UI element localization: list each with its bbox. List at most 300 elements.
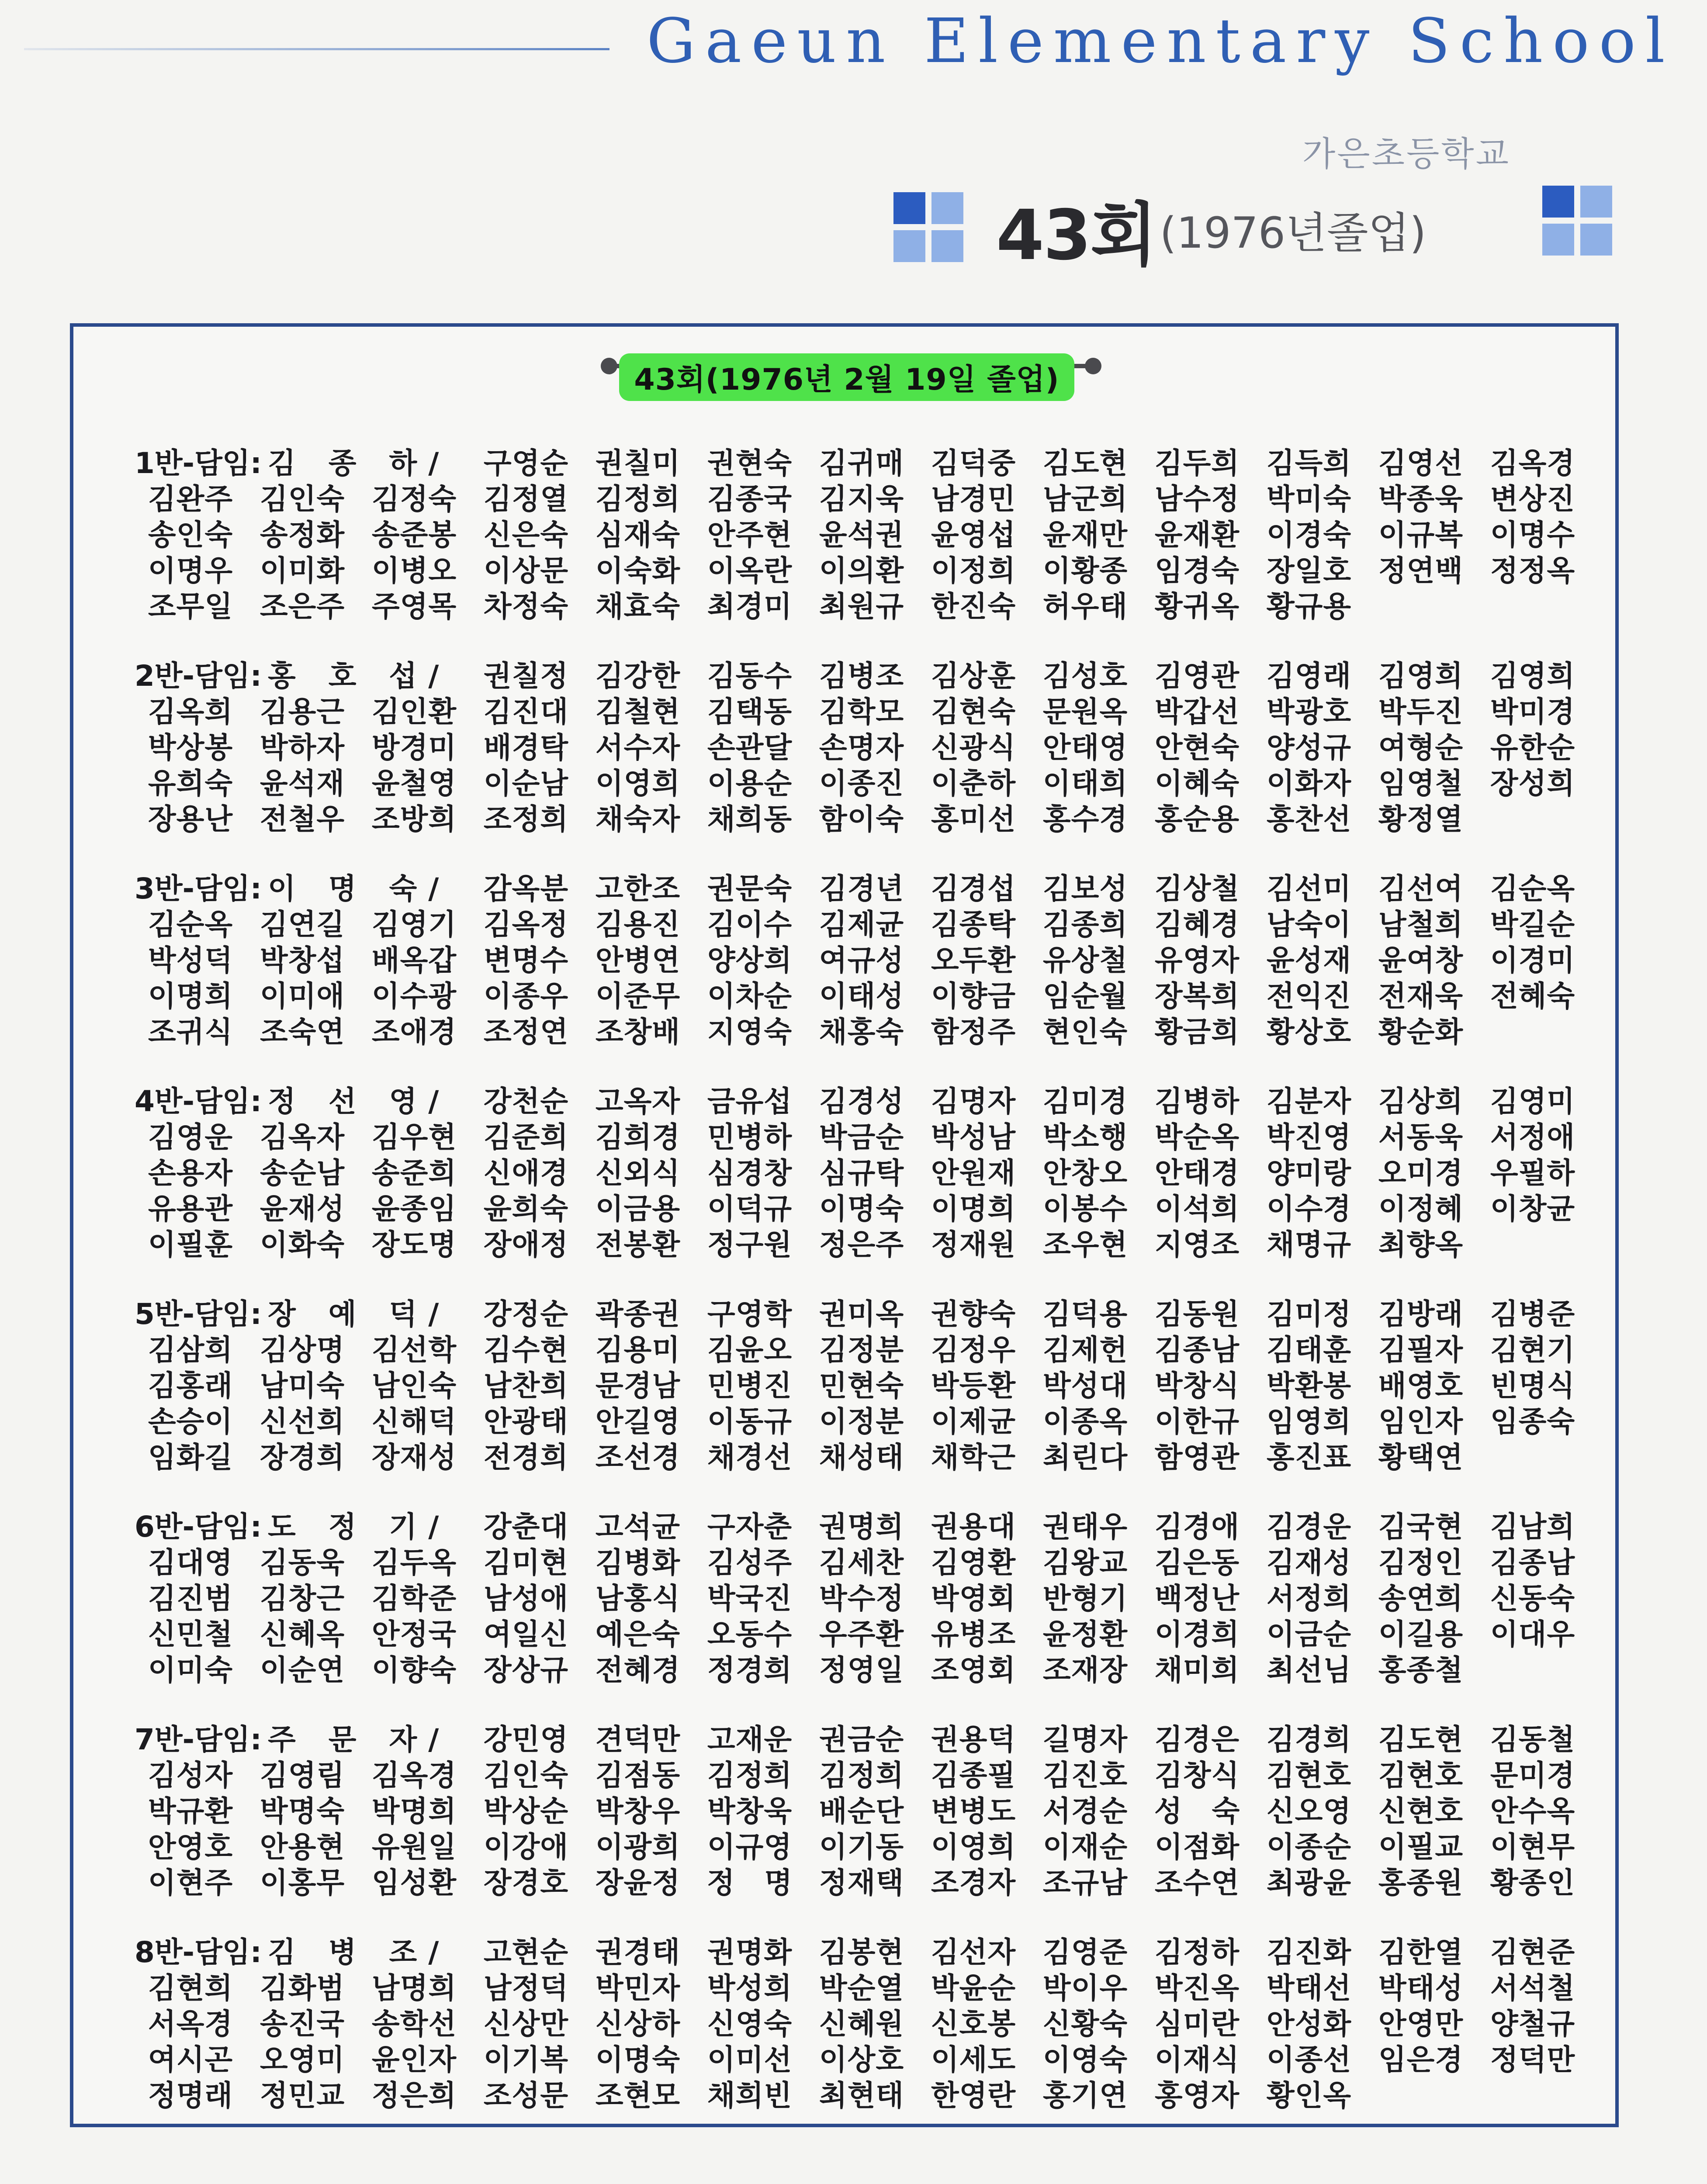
student-name: 송정화 (260, 518, 345, 552)
student-name: 홍종원 (1378, 1866, 1464, 1900)
student-name: 정연백 (1378, 553, 1464, 587)
student-name: 이상문 (483, 553, 569, 587)
student-name: 박규환 (148, 1794, 233, 1828)
student-name: 신은숙 (483, 518, 569, 552)
student-name: 박성희 (707, 1971, 793, 2005)
student-name: 유희숙 (148, 766, 233, 800)
teacher-name: 이 명 숙 (267, 871, 429, 905)
student-name: 이혜숙 (1154, 766, 1240, 800)
student-name: 김영미 (1490, 1084, 1575, 1118)
student-name: 반형기 (1042, 1581, 1128, 1615)
teacher-name: 김 병 조 (267, 1935, 429, 1969)
student-name: 남경민 (931, 482, 1016, 516)
student-name: 권칠미 (595, 446, 681, 480)
student-name: 이순남 (483, 766, 569, 800)
student-name: 신동숙 (1490, 1581, 1575, 1615)
student-name: 박창욱 (707, 1794, 793, 1828)
student-name: 이태성 (819, 979, 904, 1013)
student-name: 김대영 (148, 1545, 233, 1579)
student-name: 이영희 (595, 766, 681, 800)
student-name: 손용자 (148, 1156, 233, 1190)
student-name: 신현호 (1378, 1794, 1464, 1828)
student-name: 신혜옥 (260, 1617, 345, 1651)
student-name: 김성자 (148, 1758, 233, 1792)
student-name: 전철우 (260, 802, 345, 836)
blue-squares-icon (1542, 186, 1612, 256)
class-section (135, 1719, 1594, 1898)
student-name: 이필훈 (148, 1227, 233, 1261)
roster-line (135, 763, 1594, 798)
student-name: 서정애 (1490, 1120, 1575, 1154)
student-name: 전봉환 (595, 1227, 681, 1261)
roster-line (135, 1365, 1594, 1401)
student-name: 오두환 (931, 943, 1016, 977)
class-label: 1반-담임: (135, 446, 262, 480)
student-name: 이재순 (1042, 1830, 1128, 1864)
student-name: 김정숙 (371, 482, 457, 516)
student-name: 이명희 (931, 1192, 1016, 1226)
student-name: 김상훈 (931, 659, 1016, 693)
student-name: 심규탁 (819, 1156, 904, 1190)
student-name: 이향금 (931, 979, 1016, 1013)
student-name: 조수연 (1154, 1866, 1240, 1900)
student-name: 임경숙 (1154, 553, 1240, 587)
student-name: 박하자 (260, 730, 345, 764)
student-name: 김현희 (148, 1971, 233, 2005)
separator-slash: / (428, 446, 439, 480)
student-name: 윤인자 (371, 2042, 457, 2077)
student-name: 박순옥 (1154, 1120, 1240, 1154)
student-name: 김한열 (1378, 1935, 1464, 1969)
student-name: 이종순 (1266, 1830, 1352, 1864)
student-name: 안정국 (371, 1617, 457, 1651)
student-name: 홍영자 (1154, 2078, 1240, 2112)
student-name: 채성태 (819, 1440, 904, 1474)
student-name: 김순옥 (1490, 871, 1575, 905)
student-name: 남철희 (1378, 907, 1464, 941)
student-name: 정재원 (931, 1227, 1016, 1261)
student-name: 윤석재 (260, 766, 345, 800)
student-name: 이동규 (707, 1404, 793, 1438)
student-name: 박미숙 (1266, 482, 1352, 516)
student-name: 남숙이 (1266, 907, 1352, 941)
student-name: 이덕규 (707, 1192, 793, 1226)
student-name: 함이숙 (819, 802, 904, 836)
student-name: 박소행 (1042, 1120, 1128, 1154)
student-name: 배경탁 (483, 730, 569, 764)
student-name: 김분자 (1266, 1084, 1352, 1118)
student-name: 이수광 (371, 979, 457, 1013)
student-name: 박윤순 (931, 1971, 1016, 2005)
class-section (135, 1506, 1594, 1685)
homeroom-teacher-label (135, 440, 470, 481)
student-name: 임종숙 (1490, 1404, 1575, 1438)
student-name: 이종우 (483, 979, 569, 1013)
student-name: 구영순 (483, 446, 569, 480)
student-name: 이명우 (148, 553, 233, 587)
student-name: 조은주 (260, 589, 345, 623)
student-name: 신민철 (148, 1617, 233, 1651)
student-name: 강춘대 (483, 1510, 569, 1544)
student-name: 김두희 (1154, 446, 1240, 480)
student-name: 서정희 (1266, 1581, 1352, 1615)
student-name: 박성대 (1042, 1368, 1128, 1403)
student-name: 박창섭 (260, 943, 345, 977)
student-name: 이제균 (931, 1404, 1016, 1438)
student-name: 정재택 (819, 1866, 904, 1900)
student-name: 박종욱 (1378, 482, 1464, 516)
student-name: 오미경 (1378, 1156, 1464, 1190)
student-name: 김병조 (819, 659, 904, 693)
student-name: 박금순 (819, 1120, 904, 1154)
student-name: 심미란 (1154, 2007, 1240, 2041)
roster-line (135, 1188, 1594, 1224)
student-name: 황정열 (1378, 802, 1464, 836)
roster-line (135, 1719, 1594, 1755)
separator-slash: / (428, 659, 439, 693)
student-name: 박태성 (1378, 1971, 1464, 2005)
student-name: 김선여 (1378, 871, 1464, 905)
student-name: 김선학 (371, 1333, 457, 1367)
student-name: 양성규 (1266, 730, 1352, 764)
student-name: 남수정 (1154, 482, 1240, 516)
roster-line (135, 1967, 1594, 2003)
student-name: 이수경 (1266, 1192, 1352, 1226)
student-name: 박명희 (371, 1794, 457, 1828)
student-name: 구영학 (707, 1297, 793, 1331)
student-name: 김순옥 (148, 907, 233, 941)
student-name: 윤희숙 (483, 1192, 569, 1226)
class-section (135, 1932, 1594, 2111)
student-name: 권명화 (707, 1935, 793, 1969)
student-name: 장윤정 (595, 1866, 681, 1900)
student-name: 이현주 (148, 1866, 233, 1900)
separator-slash: / (428, 1722, 439, 1756)
student-name: 최린다 (1042, 1440, 1128, 1474)
student-name: 신해덕 (371, 1404, 457, 1438)
student-name: 김영환 (931, 1545, 1016, 1579)
student-name: 이필교 (1378, 1830, 1464, 1864)
student-name: 강정순 (483, 1297, 569, 1331)
student-name: 이종진 (819, 766, 904, 800)
roster-line (135, 1437, 1594, 1472)
student-name: 민현숙 (819, 1368, 904, 1403)
student-name: 신오영 (1266, 1794, 1352, 1828)
teacher-name: 정 선 영 (267, 1084, 429, 1118)
student-name: 이경숙 (1266, 518, 1352, 552)
student-name: 서석철 (1490, 1971, 1575, 2005)
student-name: 박순열 (819, 1971, 904, 2005)
school-name-english: Gaeun Elementary School (647, 6, 1675, 77)
student-name: 문원옥 (1042, 695, 1128, 729)
student-name: 문미경 (1490, 1758, 1575, 1792)
student-name: 전혜숙 (1490, 979, 1575, 1013)
student-name: 김정희 (707, 1758, 793, 1792)
student-name: 우주환 (819, 1617, 904, 1651)
student-name: 이준무 (595, 979, 681, 1013)
student-name: 김경은 (1154, 1722, 1240, 1756)
student-name: 이금용 (595, 1192, 681, 1226)
student-name: 이한규 (1154, 1404, 1240, 1438)
homeroom-teacher-label (135, 1291, 470, 1332)
student-name: 현인숙 (1042, 1015, 1128, 1049)
blue-squares-icon (893, 192, 963, 262)
student-name: 김진화 (1266, 1935, 1352, 1969)
student-name: 김연길 (260, 907, 345, 941)
student-name: 안용현 (260, 1830, 345, 1864)
class-section (135, 1081, 1594, 1260)
student-name: 조무일 (148, 589, 233, 623)
student-name: 정경희 (707, 1653, 793, 1687)
class-label: 8반-담임: (135, 1935, 262, 1969)
student-name: 신영숙 (707, 2007, 793, 2041)
student-name: 이병오 (371, 553, 457, 587)
student-name: 김강한 (595, 659, 681, 693)
student-name: 남정덕 (483, 1971, 569, 2005)
student-name: 김윤오 (707, 1333, 793, 1367)
student-name: 문경남 (595, 1368, 681, 1403)
student-name: 이봉수 (1042, 1192, 1128, 1226)
student-name: 김태훈 (1266, 1333, 1352, 1367)
student-name: 김홍래 (148, 1368, 233, 1403)
roster-line (135, 478, 1594, 514)
student-name: 최경미 (707, 589, 793, 623)
student-name: 김경년 (819, 871, 904, 905)
student-name: 이현무 (1490, 1830, 1575, 1864)
student-name: 정민교 (260, 2078, 345, 2112)
student-name: 이숙화 (595, 553, 681, 587)
student-name: 임은경 (1378, 2042, 1464, 2077)
roster-line (135, 1506, 1594, 1542)
student-name: 김현숙 (931, 695, 1016, 729)
student-name: 이명수 (1490, 518, 1575, 552)
student-name: 윤종임 (371, 1192, 457, 1226)
student-name: 이춘하 (931, 766, 1016, 800)
student-name: 김인숙 (260, 482, 345, 516)
student-name: 박태선 (1266, 1971, 1352, 2005)
student-name: 김정인 (1378, 1545, 1464, 1579)
homeroom-teacher-label (135, 1078, 470, 1120)
roster-title-highlight: 43회(1976년 2월 19일 졸업) (619, 353, 1074, 401)
student-name: 김지욱 (819, 482, 904, 516)
student-name: 김종희 (1042, 907, 1128, 941)
student-name: 김영희 (1378, 659, 1464, 693)
student-name: 김세찬 (819, 1545, 904, 1579)
student-name: 김현호 (1266, 1758, 1352, 1792)
student-name: 신호봉 (931, 2007, 1016, 2041)
student-name: 이길용 (1378, 1617, 1464, 1651)
student-name: 이명숙 (819, 1192, 904, 1226)
student-name: 정은희 (371, 2078, 457, 2112)
roster-line (135, 868, 1594, 904)
student-name: 장상규 (483, 1653, 569, 1687)
student-name: 김왕교 (1042, 1545, 1128, 1579)
separator-slash: / (428, 1297, 439, 1331)
student-name: 조귀식 (148, 1015, 233, 1049)
student-name: 정덕만 (1490, 2042, 1575, 2077)
student-name: 홍수경 (1042, 802, 1128, 836)
student-name: 김이수 (707, 907, 793, 941)
student-name: 박성덕 (148, 943, 233, 977)
student-name: 이황종 (1042, 553, 1128, 587)
student-name: 권향숙 (931, 1297, 1016, 1331)
student-name: 민병진 (707, 1368, 793, 1403)
student-name: 김영희 (1490, 659, 1575, 693)
student-name: 윤성재 (1266, 943, 1352, 977)
student-name: 김용진 (595, 907, 681, 941)
student-name: 이규복 (1378, 518, 1464, 552)
student-name: 손명자 (819, 730, 904, 764)
student-name: 김정우 (931, 1333, 1016, 1367)
student-name: 이미숙 (148, 1653, 233, 1687)
student-name: 김상철 (1154, 871, 1240, 905)
separator-slash: / (428, 1084, 439, 1118)
student-name: 이광희 (595, 1830, 681, 1864)
roster-line (135, 1826, 1594, 1862)
student-name: 이옥란 (707, 553, 793, 587)
student-name: 서옥경 (148, 2007, 233, 2041)
student-name: 이세도 (931, 2042, 1016, 2077)
student-name: 신외식 (595, 1156, 681, 1190)
student-name: 남찬희 (483, 1368, 569, 1403)
student-name: 이경희 (1154, 1617, 1240, 1651)
student-name: 이석희 (1154, 1192, 1240, 1226)
student-name: 김경희 (1266, 1722, 1352, 1756)
student-name: 한진숙 (931, 589, 1016, 623)
student-name: 차정숙 (483, 589, 569, 623)
student-name: 이화숙 (260, 1227, 345, 1261)
student-name: 김현호 (1378, 1758, 1464, 1792)
student-name: 김선자 (931, 1935, 1016, 1969)
student-name: 서동욱 (1378, 1120, 1464, 1154)
roster-line (135, 904, 1594, 940)
student-name: 이점화 (1154, 1830, 1240, 1864)
student-name: 장도명 (371, 1227, 457, 1261)
student-name: 심경창 (707, 1156, 793, 1190)
student-name: 전재욱 (1378, 979, 1464, 1013)
student-name: 이향숙 (371, 1653, 457, 1687)
student-name: 조성문 (483, 2078, 569, 2112)
student-name: 안원재 (931, 1156, 1016, 1190)
student-name: 여일신 (483, 1617, 569, 1651)
student-name: 김병화 (595, 1545, 681, 1579)
student-name: 김옥정 (483, 907, 569, 941)
student-name: 오영미 (260, 2042, 345, 2077)
roster-line (135, 798, 1594, 834)
student-name: 임영철 (1378, 766, 1464, 800)
student-name: 임성환 (371, 1866, 457, 1900)
roster-line (135, 727, 1594, 763)
roster-line (135, 975, 1594, 1011)
student-name: 유용관 (148, 1192, 233, 1226)
student-name: 지영조 (1154, 1227, 1240, 1261)
student-name: 이정희 (931, 553, 1016, 587)
roster-line (135, 1932, 1594, 1967)
separator-slash: / (428, 871, 439, 905)
student-name: 윤철영 (371, 766, 457, 800)
student-name: 이미애 (260, 979, 345, 1013)
teacher-name: 장 예 덕 (267, 1297, 429, 1331)
student-name: 양철규 (1490, 2007, 1575, 2041)
student-name: 안수옥 (1490, 1794, 1575, 1828)
class-label: 2반-담임: (135, 659, 262, 693)
student-name: 주영목 (371, 589, 457, 623)
student-name: 안병연 (595, 943, 681, 977)
student-name: 고석균 (595, 1510, 681, 1544)
student-name: 강천순 (483, 1084, 569, 1118)
student-name: 송진국 (260, 2007, 345, 2041)
student-name: 함정주 (931, 1015, 1016, 1049)
student-name: 박길순 (1490, 907, 1575, 941)
student-name: 김득희 (1266, 446, 1352, 480)
student-name: 조경자 (931, 1866, 1016, 1900)
student-name: 남군희 (1042, 482, 1128, 516)
student-name: 신황숙 (1042, 2007, 1128, 2041)
student-name: 김종남 (1154, 1333, 1240, 1367)
student-name: 박상순 (483, 1794, 569, 1828)
roster-line (135, 1293, 1594, 1329)
student-name: 홍종철 (1378, 1653, 1464, 1687)
student-name: 김창근 (260, 1581, 345, 1615)
student-name: 채희동 (707, 802, 793, 836)
class-section (135, 1293, 1594, 1472)
student-name: 송인숙 (148, 518, 233, 552)
student-name: 전혜경 (595, 1653, 681, 1687)
student-name: 김삼희 (148, 1333, 233, 1367)
student-name: 홍찬선 (1266, 802, 1352, 836)
student-name: 박두진 (1378, 695, 1464, 729)
student-name: 김덕중 (931, 446, 1016, 480)
student-name: 조애경 (371, 1015, 457, 1049)
roster-line (135, 1081, 1594, 1116)
student-name: 장용난 (148, 802, 233, 836)
student-name: 김제균 (819, 907, 904, 941)
student-name: 김정희 (595, 482, 681, 516)
student-name: 김용근 (260, 695, 345, 729)
student-name: 조규남 (1042, 1866, 1128, 1900)
student-name: 윤재성 (260, 1192, 345, 1226)
student-name: 방경미 (371, 730, 457, 764)
student-name: 김경성 (819, 1084, 904, 1118)
student-name: 조숙연 (260, 1015, 345, 1049)
student-name: 안태경 (1154, 1156, 1240, 1190)
student-name: 이종옥 (1042, 1404, 1128, 1438)
student-name: 윤석권 (819, 518, 904, 552)
class-section (135, 655, 1594, 834)
student-name: 김점동 (595, 1758, 681, 1792)
student-name: 김혜경 (1154, 907, 1240, 941)
roster-line (135, 2075, 1594, 2111)
student-name: 황순화 (1378, 1015, 1464, 1049)
homeroom-teacher-label (135, 1716, 470, 1758)
student-name: 이기동 (819, 1830, 904, 1864)
student-name: 박창식 (1154, 1368, 1240, 1403)
student-name: 이영희 (931, 1830, 1016, 1864)
student-name: 변상진 (1490, 482, 1575, 516)
student-name: 김옥경 (371, 1758, 457, 1792)
student-name: 김영선 (1378, 446, 1464, 480)
student-name: 견덕만 (595, 1722, 681, 1756)
student-name: 김동수 (707, 659, 793, 693)
student-name: 이미선 (707, 2042, 793, 2077)
student-name: 권금순 (819, 1722, 904, 1756)
student-name: 이화자 (1266, 766, 1352, 800)
student-name: 조창배 (595, 1015, 681, 1049)
student-name: 백정난 (1154, 1581, 1240, 1615)
student-name: 김동철 (1490, 1722, 1575, 1756)
student-name: 박민자 (595, 1971, 681, 2005)
student-name: 조우현 (1042, 1227, 1128, 1261)
